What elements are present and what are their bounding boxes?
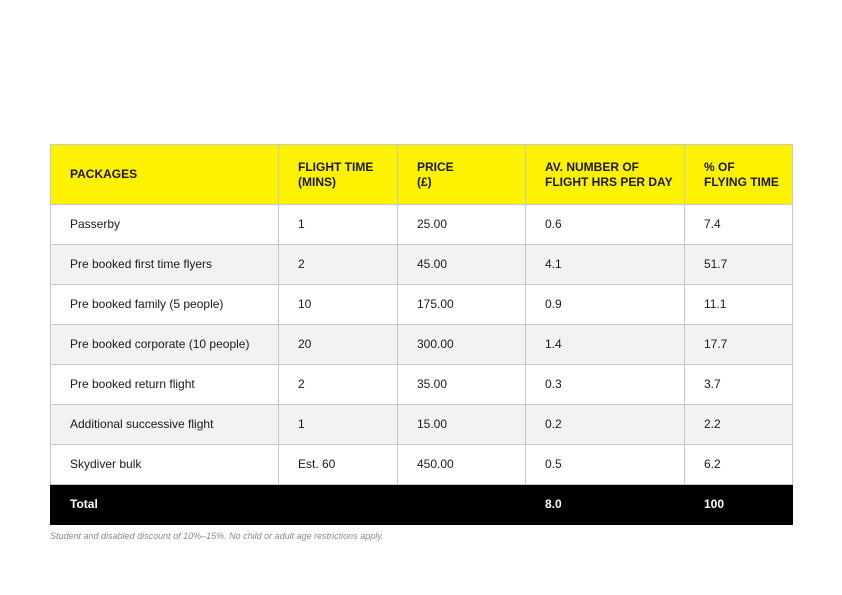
cell-flight-time: 1 <box>279 205 398 245</box>
header-flight-time <box>279 145 398 205</box>
total-row <box>51 485 793 525</box>
table-row <box>51 285 793 325</box>
cell-package: Pre booked first time flyers <box>51 245 279 285</box>
cell-price: 175.00 <box>398 285 526 325</box>
cell-flight-time: 20 <box>279 325 398 365</box>
cell-flight-time: Est. 60 <box>279 445 398 485</box>
header-line: PACKAGES <box>70 167 138 181</box>
cell-package: Skydiver bulk <box>51 445 279 485</box>
header-price <box>398 145 526 205</box>
header-avg-flight-hours <box>526 145 685 205</box>
cell-avg-hours: 0.2 <box>526 405 685 445</box>
cell-avg-hours: 0.5 <box>526 445 685 485</box>
header-row <box>51 145 793 205</box>
cell-percent: 17.7 <box>685 325 793 365</box>
header-percent-flying-time <box>685 145 793 205</box>
table-footer <box>51 485 793 525</box>
header-line: PRICE <box>417 159 454 174</box>
header-line: FLYING TIME <box>704 174 779 189</box>
header-line: % OF <box>704 159 735 174</box>
header-line: (MINS) <box>298 174 336 189</box>
cell-package: Passerby <box>51 205 279 245</box>
packages-table-container <box>50 144 792 525</box>
cell-price: 450.00 <box>398 445 526 485</box>
cell-avg-hours: 0.9 <box>526 285 685 325</box>
cell-package: Pre booked corporate (10 people) <box>51 325 279 365</box>
cell-price: 45.00 <box>398 245 526 285</box>
cell-package: Pre booked family (5 people) <box>51 285 279 325</box>
cell-avg-hours: 0.3 <box>526 365 685 405</box>
table-row <box>51 365 793 405</box>
total-avg-hours: 8.0 <box>526 485 685 525</box>
cell-package: Additional successive flight <box>51 405 279 445</box>
cell-avg-hours: 4.1 <box>526 245 685 285</box>
cell-price: 25.00 <box>398 205 526 245</box>
cell-price: 15.00 <box>398 405 526 445</box>
total-label: Total <box>51 485 279 525</box>
cell-price: 300.00 <box>398 325 526 365</box>
cell-percent: 11.1 <box>685 285 793 325</box>
cell-flight-time: 2 <box>279 365 398 405</box>
header-line: FLIGHT TIME <box>298 159 374 174</box>
table-row <box>51 405 793 445</box>
table-row <box>51 245 793 285</box>
cell-percent: 3.7 <box>685 365 793 405</box>
cell-package: Pre booked return flight <box>51 365 279 405</box>
total-flight-time <box>279 485 398 525</box>
cell-percent: 2.2 <box>685 405 793 445</box>
header-packages <box>51 145 279 205</box>
cell-flight-time: 2 <box>279 245 398 285</box>
table-body <box>51 205 793 485</box>
header-line: (£) <box>417 174 432 189</box>
cell-price: 35.00 <box>398 365 526 405</box>
table-row <box>51 325 793 365</box>
header-line: FLIGHT HRS PER DAY <box>545 174 673 189</box>
table-row <box>51 205 793 245</box>
total-percent: 100 <box>685 485 793 525</box>
footnote: Student and disabled discount of 10%–15%. No child or adult age restrictions apply. <box>50 531 384 541</box>
cell-percent: 6.2 <box>685 445 793 485</box>
table-row <box>51 445 793 485</box>
cell-avg-hours: 1.4 <box>526 325 685 365</box>
total-price <box>398 485 526 525</box>
cell-flight-time: 10 <box>279 285 398 325</box>
cell-flight-time: 1 <box>279 405 398 445</box>
header-line: AV. NUMBER OF <box>545 159 640 174</box>
cell-percent: 51.7 <box>685 245 793 285</box>
table-header <box>51 145 793 205</box>
cell-percent: 7.4 <box>685 205 793 245</box>
cell-avg-hours: 0.6 <box>526 205 685 245</box>
packages-table <box>50 144 793 525</box>
